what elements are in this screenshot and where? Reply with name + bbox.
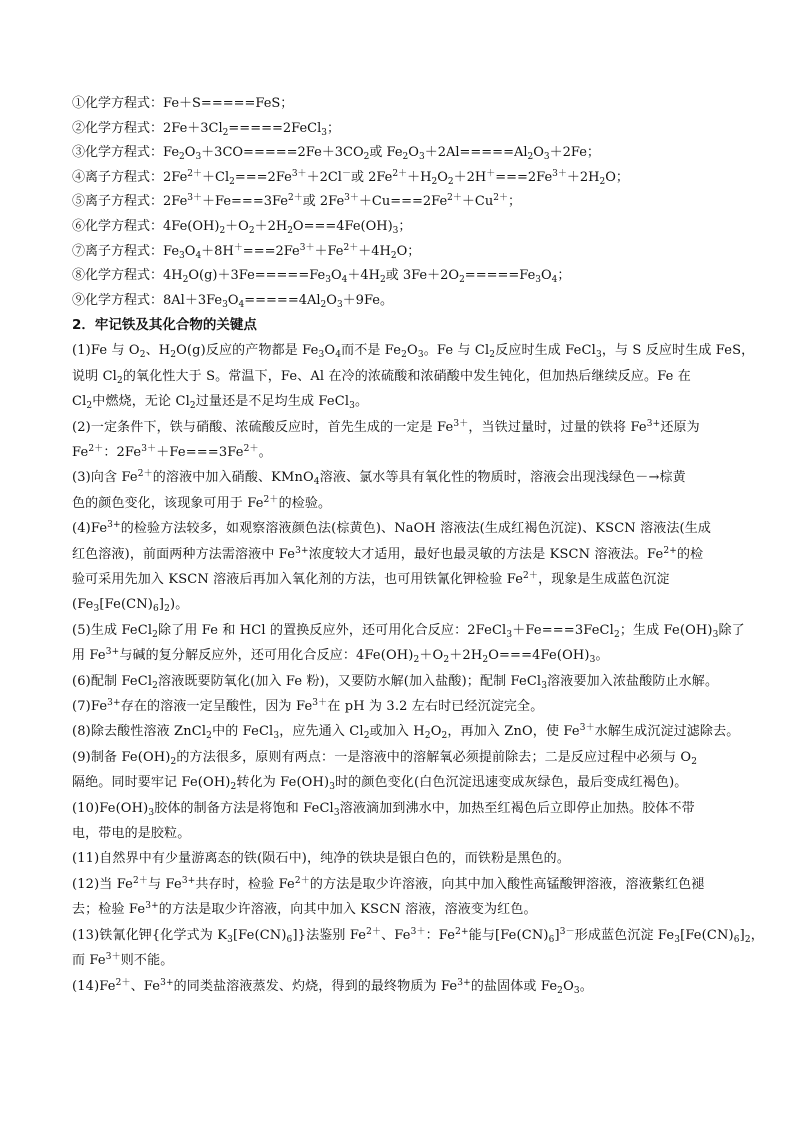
equation-line bbox=[72, 117, 734, 142]
equation-line bbox=[72, 166, 734, 191]
key-point bbox=[72, 618, 745, 669]
equation-label: ⑥化学方程式： bbox=[72, 218, 164, 234]
equation-list bbox=[72, 92, 734, 313]
key-point bbox=[72, 415, 734, 466]
key-point-line: (6)配制 FeCl$_2$溶液既要防氧化(加入 Fe 粉)，又要防水解(加入盐酸)；配制 FeCl$_3$溶液要加入浓盐酸防止水解。 bbox=[72, 673, 719, 691]
equation-label: ⑧化学方程式： bbox=[72, 268, 164, 284]
equation-expression: $Fe_2O_3+3CO=====2Fe+3CO_2$或 $Fe_2O_3+2Al=====Al_2O_3+2Fe$； bbox=[163, 145, 600, 163]
key-point-line: (5)生成 FeCl$_2$除了用 Fe 和 HCl 的置换反应外，还可用化合反应：2FeCl$_3$＋Fe===3FeCl$_2$；生成 $Fe(OH)_3$除了 bbox=[72, 622, 745, 640]
key-point-line: 去；检验 $Fe^{3+}$的方法是取少许溶液，向其中加入 KSCN 溶液，溶液变为红色。 bbox=[72, 901, 537, 918]
equation-label: ⑦离子方程式： bbox=[72, 243, 164, 259]
key-point bbox=[72, 923, 764, 974]
key-point-line: $(10)Fe(OH)_3$胶体的制备方法是将饱和 FeCl$_3$溶液滴加到沸水中，加热至红褐色后立即停止加热。胶体不带 bbox=[72, 800, 695, 818]
key-point bbox=[72, 796, 734, 847]
key-point-line: $(14)Fe^{2+}$、$Fe^{3+}$的同类盐溶液蒸发、灼烧，得到的最终物质为 $Fe^{3+}$的盐固体或 $Fe_2O_3$。 bbox=[72, 977, 593, 996]
key-point-line: (3)向含 $Fe^{2+}$的溶液中加入硝酸、KMnO$_4$溶液、氯水等具有氧化性的物质时，溶液会出现浅绿色－→棕黄 bbox=[72, 469, 686, 488]
key-point bbox=[72, 465, 734, 516]
key-point bbox=[72, 872, 734, 923]
key-point-line: 隔绝。同时要牢记 $Fe(OH)_2$转化为 $Fe(OH)_3$时的颜色变化(白色沉淀迅速变成灰绿色，最后变成红褐色)。 bbox=[72, 775, 688, 793]
equation-expression: $2Fe+3Cl_2=====2FeCl_3$； bbox=[163, 120, 340, 138]
equation-expression: $8Al+3Fe_3O_4=====4Al_2O_3+9Fe$。 bbox=[163, 292, 393, 310]
key-point-line: (1)Fe 与 $O_2$、$H_2O(g)$反应的产物都是 $Fe_3O_4$而不是 $Fe_2O_3$。Fe 与 $Cl_2$反应时生成 FeCl$_3$，与 S 反应时生成 FeS， bbox=[72, 343, 755, 361]
key-point-line: 红色溶液)，前面两种方法需溶液中 $Fe^{3+}$浓度较大才适用，最好也最灵敏的方法是 KSCN 溶液法。$Fe^{2+}$的检 bbox=[72, 545, 704, 562]
key-point-line: $(Fe_3[Fe(CN)_6]_2)$。 bbox=[72, 597, 189, 615]
key-point-line: (9)制备 $Fe(OH)_2$的方法很多，原则有两点：一是溶液中的溶解氧必须提前除去；二是反应过程中必须与 $O_2$ bbox=[72, 749, 698, 767]
key-point-line: 验可采用先加入 KSCN 溶液后再加入氧化剂的方法，也可用铁氰化钾检验 $Fe^{2+}$，现象是生成蓝色沉淀 bbox=[72, 571, 670, 587]
document-page bbox=[72, 92, 764, 999]
key-point bbox=[72, 974, 734, 999]
equation-expression: $4Fe(OH)_2+O_2+2H_2O===4Fe(OH)_3$； bbox=[163, 218, 412, 236]
key-point bbox=[72, 669, 734, 694]
key-point-line: $Fe^{2+}$：$2Fe^{3+}+Fe===3Fe^{2+}$。 bbox=[72, 443, 272, 460]
equation-line bbox=[72, 264, 734, 289]
key-point bbox=[72, 846, 734, 871]
equation-expression: $4H_2O(g)+3Fe=====Fe_3O_4+4H_2$或 $3Fe+2O_2=====Fe_3O_4$； bbox=[163, 268, 571, 286]
key-point-line: $Cl_2$中燃烧，无论 $Cl_2$过量还是不足均生成 FeCl$_3$。 bbox=[72, 394, 369, 412]
equation-expression: Fe＋S=====FeS； bbox=[163, 96, 294, 111]
equation-expression: $2Fe^{3+}+Fe===3Fe^{2+}$或 $2Fe^{3+}+Cu===2Fe^{2+}+Cu^{2+}$； bbox=[163, 193, 521, 210]
key-point bbox=[72, 694, 734, 719]
equation-label: ⑨化学方程式： bbox=[72, 292, 164, 308]
equation-label: ⑤离子方程式： bbox=[72, 194, 164, 210]
equation-label: ①化学方程式： bbox=[72, 96, 164, 111]
key-point bbox=[72, 719, 740, 744]
key-point-line: (13)铁氰化钾{化学式为 $K_3[Fe(CN)_6]$}法鉴别 $Fe^{2+}$、$Fe^{3+}$：$Fe^{2+}$能与$[Fe(CN)_6]^{3-}$形成蓝色沉淀 $Fe_3[Fe(CN)_6]_2$， bbox=[72, 926, 764, 945]
key-point-line: (2)一定条件下，铁与硝酸、浓硫酸反应时，首先生成的一定是 $Fe^{3+}$，当铁过量时，过量的铁将 $Fe^{3+}$还原为 bbox=[72, 418, 700, 435]
key-point-line: (11)自然界中有少量游离态的铁(陨石中)，纯净的铁块是银白色的，而铁粉是黑色的。 bbox=[72, 851, 570, 867]
key-point-line: (12)当 $Fe^{2+}$与 $Fe^{3+}$共存时，检验 $Fe^{2+}$的方法是取少许溶液，向其中加入酸性高锰酸钾溶液，溶液紫红色褪 bbox=[72, 875, 705, 892]
equation-expression: $2Fe^{2+}+Cl_2===2Fe^{3+}+2Cl^-$或 $2Fe^{2+}+H_2O_2+2H^+===2Fe^{3+}+2H_2O$； bbox=[163, 168, 629, 187]
key-point-line: (8)除去酸性溶液 ZnCl$_2$中的 FeCl$_3$，应先通入 $Cl_2$或加入 $H_2O_2$，再加入 ZnO，使 $Fe^{3+}$水解生成沉淀过滤除去。 bbox=[72, 723, 740, 742]
equation-line bbox=[72, 215, 734, 240]
equation-expression: $Fe_3O_4+8H^+===2Fe^{3+}+Fe^{2+}+4H_2O$； bbox=[163, 242, 421, 261]
equation-label: ④离子方程式： bbox=[72, 169, 164, 185]
equation-line bbox=[72, 240, 734, 265]
key-point bbox=[72, 745, 734, 796]
key-point-line: $(4)Fe^{3+}$的检验方法较多，如观察溶液颜色法(棕黄色)、NaOH 溶液法(生成红褐色沉淀)、KSCN 溶液法(生成 bbox=[72, 520, 712, 537]
equation-label: ②化学方程式： bbox=[72, 120, 164, 136]
section-heading: 2．牢记铁及其化合物的关键点 bbox=[72, 317, 257, 334]
equation-line bbox=[72, 92, 734, 117]
key-points-list bbox=[72, 338, 764, 999]
key-point-line: $(7)Fe^{3+}$存在的溶液一定呈酸性，因为 $Fe^{3+}$在 pH 为 3.2 左右时已经沉淀完全。 bbox=[72, 698, 544, 715]
key-point bbox=[72, 516, 734, 618]
equation-line bbox=[72, 289, 734, 314]
equation-label: ③化学方程式： bbox=[72, 145, 164, 161]
equation-line bbox=[72, 190, 734, 215]
equation-line bbox=[72, 141, 734, 166]
key-point bbox=[72, 338, 755, 414]
key-point-line: 说明 $Cl_2$的氧化性大于 S。常温下，Fe、Al 在冷的浓硫酸和浓硝酸中发生钝化，但加热后继续反应。Fe 在 bbox=[72, 368, 691, 386]
key-point-line: 用 $Fe^{3+}$与碱的复分解反应外，还可用化合反应：$4Fe(OH)_2+O_2+2H_2O===4Fe(OH)_3$。 bbox=[72, 647, 609, 666]
key-point-line: 而 $Fe^{3+}$则不能。 bbox=[72, 952, 174, 969]
key-point-line: 色的颜色变化，该现象可用于 $Fe^{2+}$的检验。 bbox=[72, 494, 332, 511]
key-point-line: 电，带电的是胶粒。 bbox=[72, 826, 191, 842]
